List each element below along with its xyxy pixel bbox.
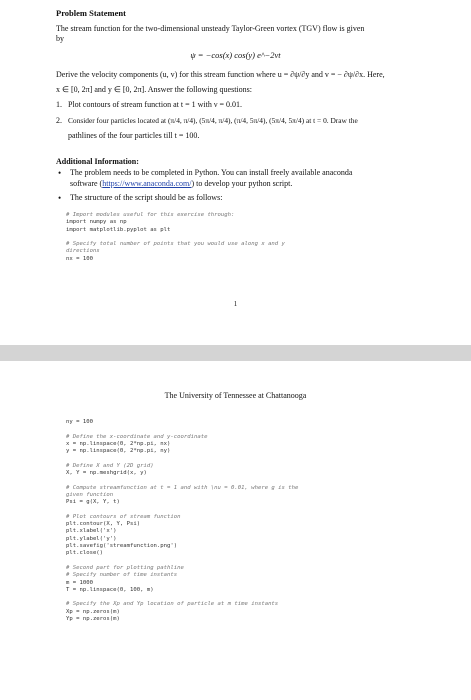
code-line: T = np.linspace(0, 100, m) bbox=[66, 586, 154, 593]
code-line bbox=[66, 477, 298, 484]
code-line bbox=[66, 234, 285, 241]
intro-line-2: by bbox=[56, 34, 64, 43]
code-comment-line: # Define the x-coordinate and y-coordinate bbox=[66, 433, 208, 440]
code-line: x = np.linspace(0, 2*np.pi, nx) bbox=[66, 440, 171, 447]
page-separator bbox=[0, 345, 471, 361]
anaconda-link[interactable]: https://www.anaconda.com/ bbox=[102, 179, 192, 188]
code-line: plt.xlabel('x') bbox=[66, 528, 117, 535]
code-comment-line: # Specify the Xp and Yp location of particle at m time instants bbox=[66, 601, 279, 608]
code-line: import matplotlib.pyplot as plt bbox=[66, 226, 171, 233]
code-line: ny = 100 bbox=[66, 419, 93, 425]
bullet-1-suffix: ) to develop your python script. bbox=[191, 179, 293, 188]
bullet-icon: • bbox=[58, 168, 62, 178]
code-line: m = 1000 bbox=[66, 579, 93, 586]
derive-line-1: Derive the velocity components (u, v) for this stream function where u = ∂ψ/∂y and v = − ∂ψ/∂x. Here, bbox=[56, 70, 385, 79]
question-1-text: Plot contours of stream function at t = 1 with ν = 0.01. bbox=[68, 100, 242, 109]
code-comment-line: # Compute streamfunction at t = 1 and with \nu = 0.01, where g is the bbox=[66, 484, 299, 491]
code-line: plt.close() bbox=[66, 550, 104, 557]
page-number: 1 bbox=[233, 300, 238, 308]
derive-line-2: x ∈ [0, 2π] and y ∈ [0, 2π]. Answer the following questions: bbox=[56, 85, 252, 94]
question-2-number: 2. bbox=[56, 116, 62, 125]
question-2-text-a: Consider four particles located at (π/4, π/4), (5π/4, π/4), (π/4, 5π/4), (5π/4, 5π/4) at t = 0. Draw the bbox=[68, 116, 358, 125]
additional-info-heading: Additional Information: bbox=[56, 157, 139, 166]
bullet-1-line-a: The problem needs to be completed in Python. You can install freely available anaconda bbox=[70, 168, 353, 177]
bullet-1-line-b bbox=[70, 179, 292, 189]
code-comment-line: # Specify number of time instants bbox=[66, 572, 178, 579]
code-comment-line: directions bbox=[66, 248, 100, 255]
bullet-1-prefix: software ( bbox=[70, 179, 103, 188]
bullet-icon: • bbox=[58, 193, 62, 203]
intro-line-1: The stream function for the two-dimensional unsteady Taylor-Green vortex (TGV) flow is given bbox=[56, 24, 365, 33]
code-line: plt.savefig('streamfunction.png') bbox=[66, 543, 178, 550]
code-comment-line: # Specify total number of points that you would use along x and y bbox=[66, 241, 285, 248]
code-line: y = np.linspace(0, 2*np.pi, ny) bbox=[66, 448, 171, 455]
code-block-page-2 bbox=[66, 419, 298, 623]
code-line: plt.ylabel('y') bbox=[66, 535, 117, 542]
code-line: X, Y = np.meshgrid(x, y) bbox=[66, 470, 147, 477]
code-comment-line: # Define X and Y (2D grid) bbox=[66, 462, 154, 469]
code-block-page-1 bbox=[66, 212, 285, 263]
question-1-number: 1. bbox=[56, 100, 62, 109]
code-comment-line: # Plot contours of stream function bbox=[66, 513, 181, 520]
code-line: Xp = np.zeros(m) bbox=[66, 608, 120, 615]
stream-function-equation: ψ = −cos(x) cos(y) e^−2νt bbox=[190, 50, 281, 60]
code-comment-line: given function bbox=[66, 491, 114, 498]
code-line: Yp = np.zeros(m) bbox=[66, 616, 120, 623]
code-line bbox=[66, 426, 298, 433]
code-line bbox=[66, 455, 298, 462]
code-line: nx = 100 bbox=[66, 255, 93, 262]
code-line bbox=[66, 558, 298, 565]
document-page-2 bbox=[0, 361, 471, 700]
code-line: Psi = g(X, Y, t) bbox=[66, 499, 120, 506]
document-page-1 bbox=[0, 0, 471, 345]
code-line bbox=[66, 594, 298, 601]
code-line: import numpy as np bbox=[66, 219, 127, 226]
code-comment-line: # Second part for plotting pathline bbox=[66, 564, 184, 571]
university-header: The University of Tennessee at Chattanooga bbox=[164, 391, 307, 400]
code-line: plt.contour(X, Y, Psi) bbox=[66, 521, 141, 528]
bullet-2-text: The structure of the script should be as follows: bbox=[70, 193, 223, 202]
question-2-text-b: pathlines of the four particles till t = 100. bbox=[68, 131, 200, 140]
code-line bbox=[66, 507, 298, 514]
problem-title: Problem Statement bbox=[56, 8, 126, 18]
code-comment-line: # Import modules useful for this exercise through: bbox=[66, 212, 235, 218]
